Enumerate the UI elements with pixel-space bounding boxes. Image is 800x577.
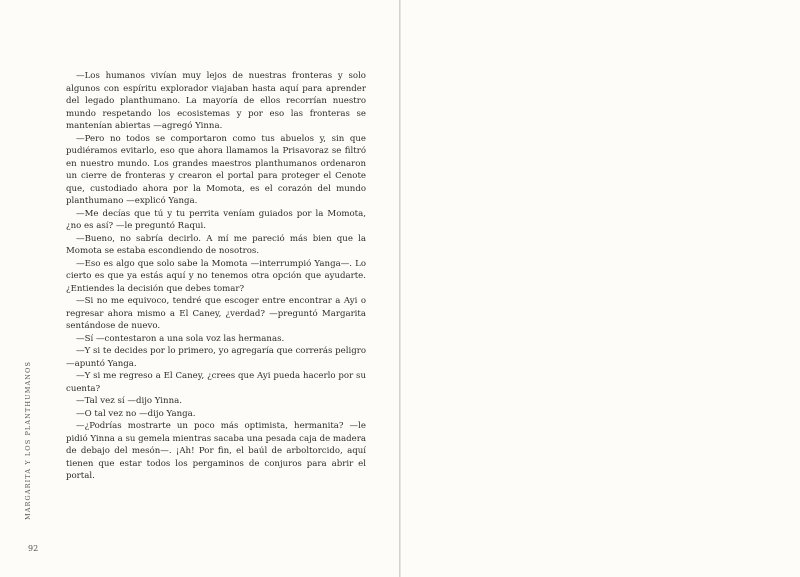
paragraph: —Eso es algo que solo sabe la Momota —interrumpió Yanga—. Lo cierto es que ya estás aquí y no tenemos otra opción que ayudarte. ¿Entiendes la decisión que debes tomar? xyxy=(66,258,366,294)
page-number: 92 xyxy=(28,544,39,553)
paragraph: —O tal vez no —dijo Yanga. xyxy=(76,408,196,419)
paragraph: —Bueno, no sabría decirlo. A mí me pareció más bien que la Momota se estaba escondiendo de nosotros. xyxy=(66,233,366,256)
paragraph: —Y si me regreso a El Caney, ¿crees que Ayi pueda hacerlo por su cuenta? xyxy=(66,371,366,394)
paragraph: —Si no me equivoco, tendré que escoger entre encontrar a Ayi o regresar ahora mismo a El Caney, ¿verdad? —preguntó Margarita sentándose de nuevo. xyxy=(66,296,366,331)
paragraph: —Y si te decides por lo primero, yo agregaría que correrás peligro —apuntó Yanga. xyxy=(66,346,366,369)
body-text xyxy=(66,70,366,483)
paragraph: —Los humanos vivían muy lejos de nuestras fronteras y solo algunos con espíritu explorador viajaban hasta aquí para aprender del legado planthumano. La mayoría de ellos recorrían nuestro mundo respetando los ecosistemas y por eso las fronteras se mantenían abiertas —agregó Yinna. xyxy=(66,71,366,131)
right-page xyxy=(401,0,800,577)
paragraph: —Tal vez sí —dijo Yinna. xyxy=(76,396,182,406)
paragraph: —Sí —contestaron a una sola voz las hermanas. xyxy=(76,333,285,344)
paragraph: —Me decías que tú y tu perrita veníam guiados por la Momota, ¿no es así? —le preguntó Raqui. xyxy=(66,208,366,231)
running-head: MARGARITA Y LOS PLANTHUMANOS xyxy=(24,360,32,520)
paragraph: —¿Podrías mostrarte un poco más optimista, hermanita? —le pidió Yinna a su gemela mientras sacaba una pesada caja de madera de debajo del mesón—. ¡Ah! Por fin, el baúl de arboltorcido, aquí tienen que estar todos los pergaminos de conjuros para abrir el portal. xyxy=(66,421,366,481)
paragraph: —Pero no todos se comportaron como tus abuelos y, sin que pudiéramos evitarlo, eso que ahora llamamos la Prisavoraz se filtró en nuestro mundo. Los grandes maestros planthumanos ordenaron un cierre de fronteras y crearon el portal para proteger el Cenote que, custodiado ahora por la Momota, es el corazón del mundo planthumano —explicó Yanga. xyxy=(66,133,366,206)
